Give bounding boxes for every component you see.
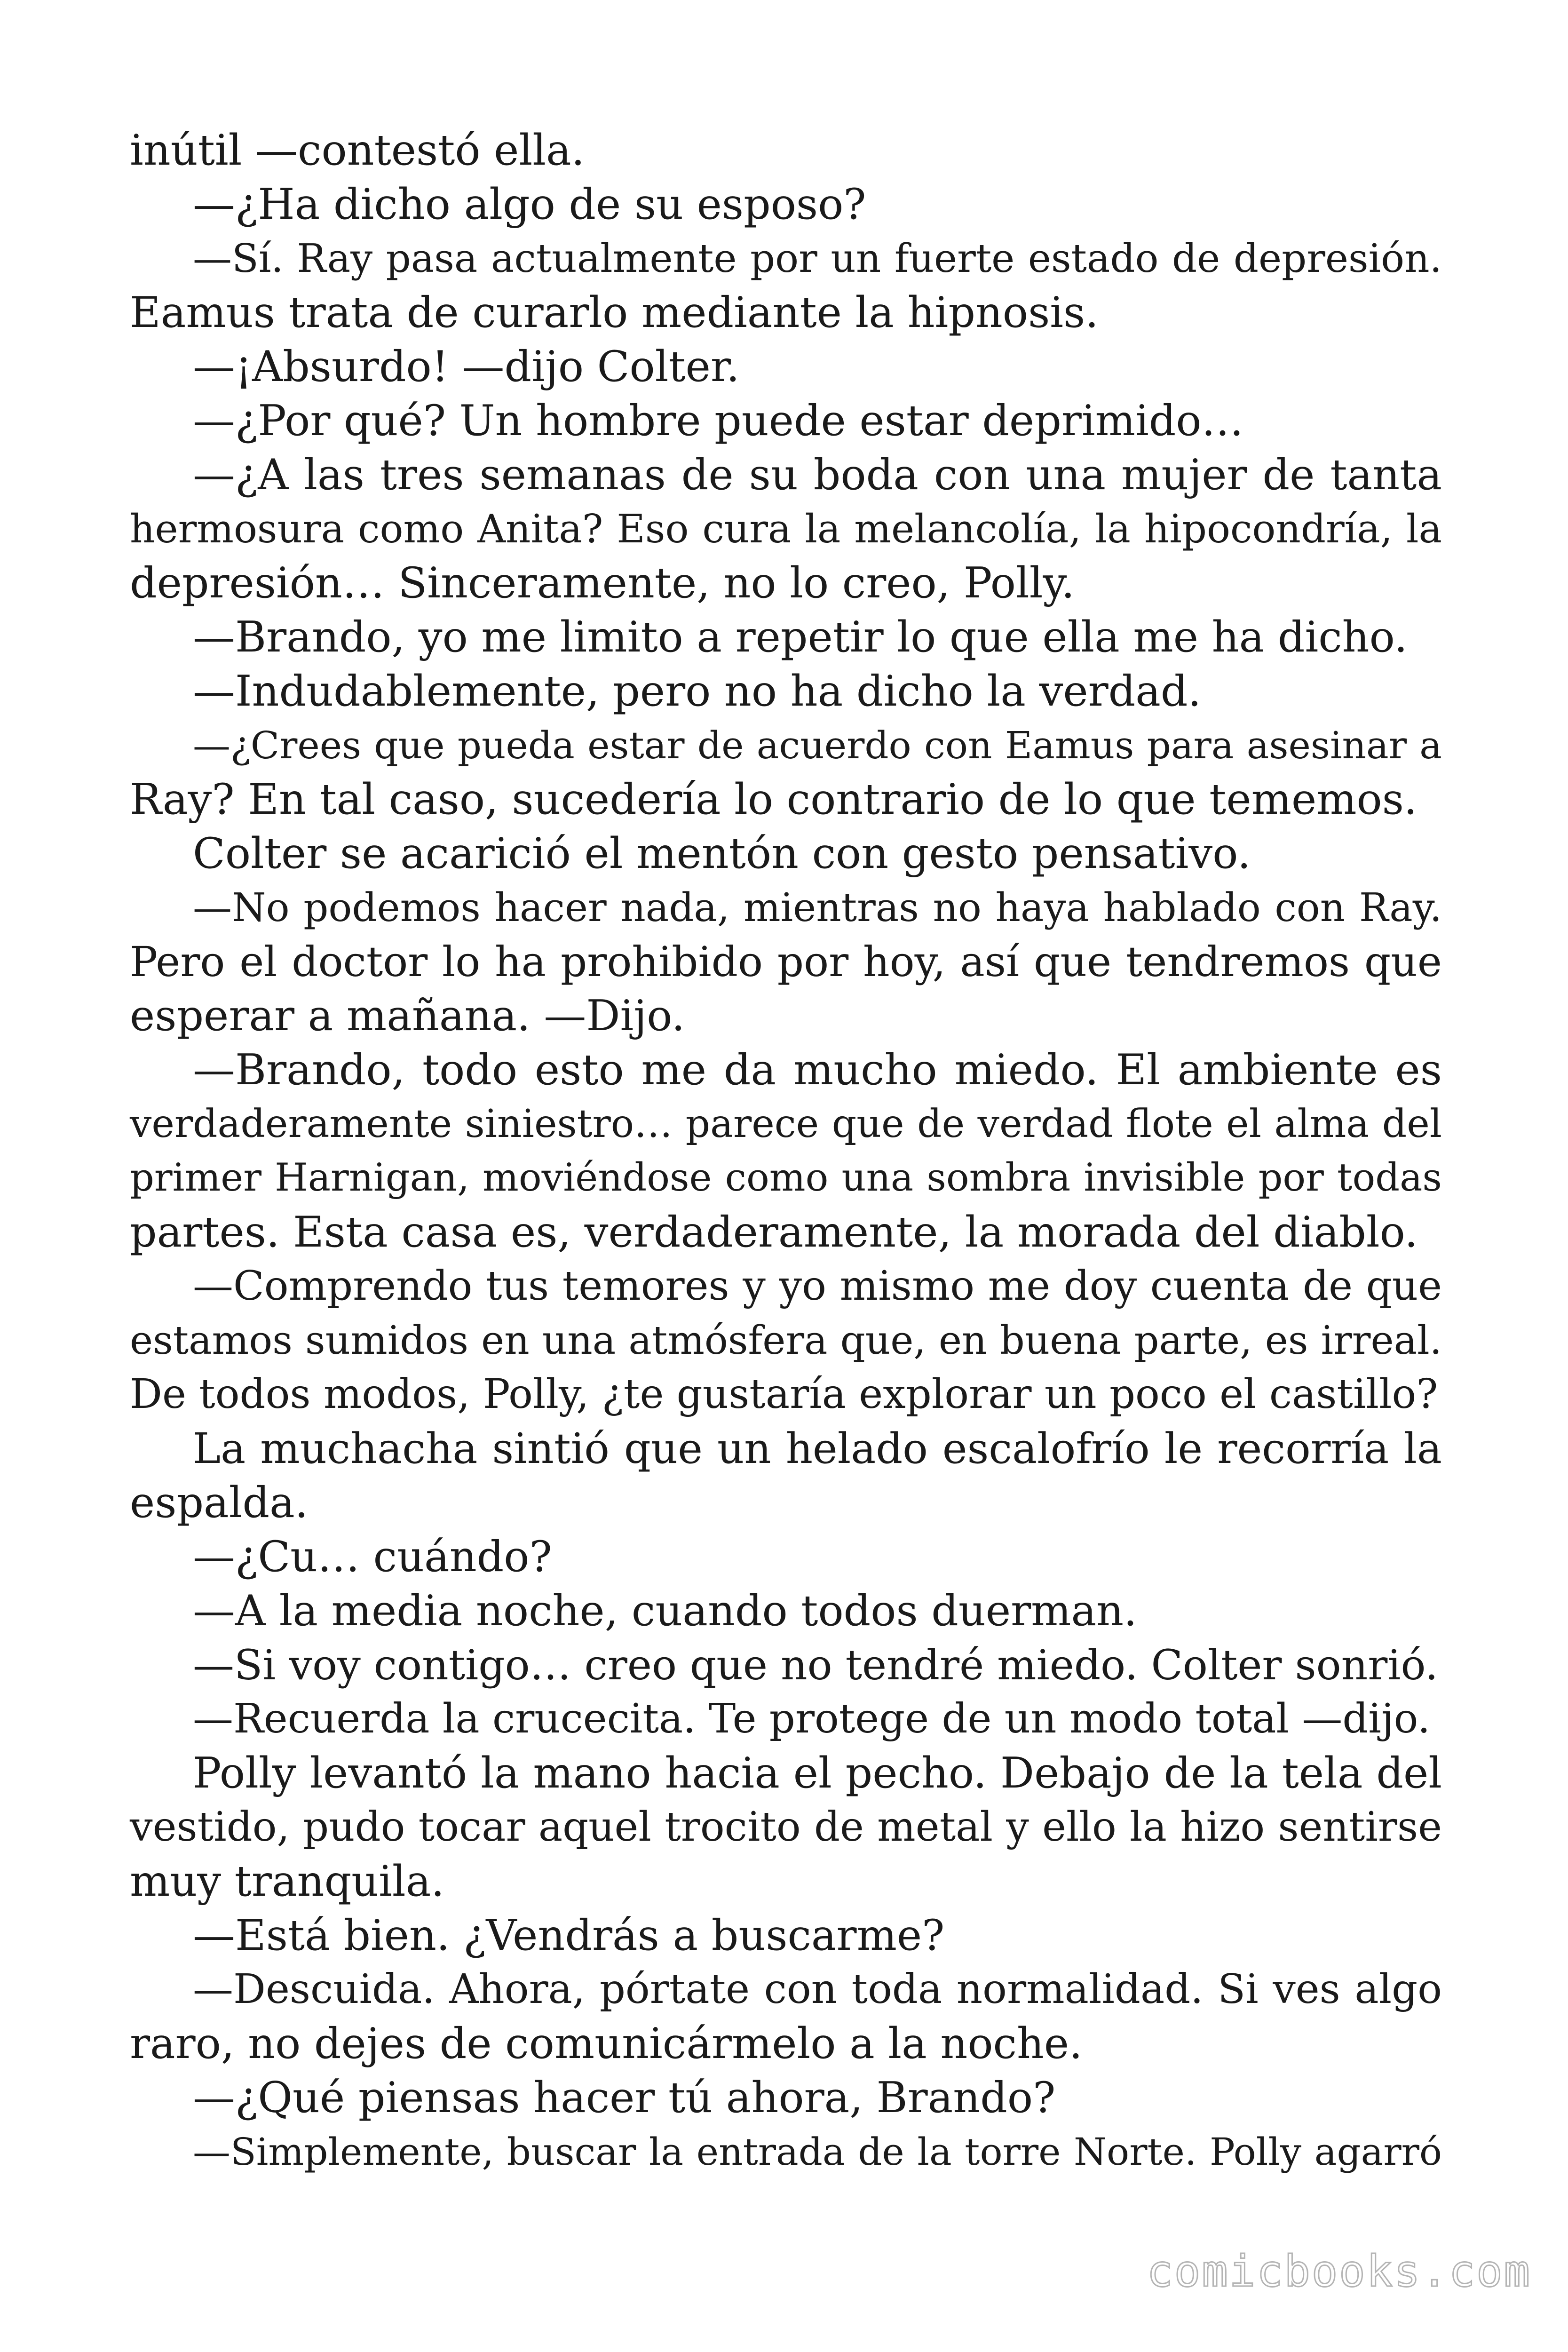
text-line: —¿Crees que pueda estar de acuerdo con Eamus para asesinar a: [193, 723, 1442, 767]
text-line: Pero el doctor lo ha prohibido por hoy, así que tendremos que: [130, 938, 1442, 986]
text-line: —Simplemente, buscar la entrada de la torre Norte. Polly agarró: [193, 2130, 1442, 2174]
text-line: depresión… Sinceramente, no lo creo, Polly.: [130, 558, 1075, 608]
text-line: —A la media noche, cuando todos duerman.: [193, 1586, 1137, 1636]
text-line: —Brando, todo esto me da mucho miedo. El ambiente es: [193, 1045, 1442, 1095]
text-line: —No podemos hacer nada, mientras no haya hablado con Ray.: [193, 885, 1442, 930]
text-line: —Indudablemente, pero no ha dicho la verdad.: [193, 667, 1202, 716]
text-line: —¡Absurdo! —dijo Colter.: [193, 342, 740, 391]
text-line: —Recuerda la crucecita. Te protege de un modo total —dijo.: [193, 1695, 1431, 1742]
text-line: —Descuida. Ahora, pórtate con toda normalidad. Si ves algo: [193, 1966, 1442, 2013]
site-watermark: comicbooks.com: [1147, 2246, 1531, 2296]
text-line: hermosura como Anita? Eso cura la melancolía, la hipocondría, la: [130, 506, 1442, 552]
text-line: muy tranquila.: [130, 1857, 444, 1906]
text-line: estamos sumidos en una atmósfera que, en buena parte, es irreal.: [130, 1318, 1442, 1363]
text-line: La muchacha sintió que un helado escalofrío le recorría la: [193, 1424, 1442, 1473]
text-line: Ray? En tal caso, sucedería lo contrario de lo que tememos.: [130, 775, 1418, 824]
text-line: Polly levantó la mano hacia el pecho. Debajo de la tela del: [193, 1748, 1442, 1798]
text-line: vestido, pudo tocar aquel trocito de metal y ello la hizo sentirse: [130, 1804, 1442, 1851]
text-line: —¿Ha dicho algo de su esposo?: [193, 180, 866, 229]
text-line: raro, no dejes de comunicármelo a la noche.: [130, 2019, 1083, 2068]
text-line: —Comprendo tus temores y yo mismo me doy cuenta de que: [193, 1263, 1442, 1310]
text-line: verdaderamente siniestro… parece que de verdad flote el alma del: [130, 1102, 1442, 1146]
text-line: —¿A las tres semanas de su boda con una mujer de tanta: [193, 450, 1442, 500]
text-line: De todos modos, Polly, ¿te gustaría explorar un poco el castillo?: [130, 1371, 1438, 1418]
text-line: inútil —contestó ella.: [130, 126, 585, 175]
page-body-text: [130, 123, 1442, 2179]
text-line: Colter se acarició el mentón con gesto pensativo.: [193, 829, 1251, 878]
text-line: —¿Cu… cuándo?: [193, 1532, 552, 1581]
text-line: primer Harnigan, moviéndose como una sombra invisible por todas: [130, 1156, 1442, 1200]
text-line: —Brando, yo me limito a repetir lo que ella me ha dicho.: [193, 612, 1408, 662]
text-line: —¿Qué piensas hacer tú ahora, Brando?: [193, 2073, 1056, 2122]
text-line: partes. Esta casa es, verdaderamente, la morada del diablo.: [130, 1208, 1418, 1257]
text-line: —¿Por qué? Un hombre puede estar deprimido…: [193, 396, 1244, 445]
text-line: esperar a mañana. —Dijo.: [130, 991, 685, 1041]
text-line: —Está bien. ¿Vendrás a buscarme?: [193, 1911, 945, 1960]
text-line: —Si voy contigo… creo que no tendré miedo. Colter sonrió.: [193, 1641, 1438, 1689]
text-line: Eamus trata de curarlo mediante la hipnosis.: [130, 288, 1099, 337]
text-line: —Sí. Ray pasa actualmente por un fuerte estado de depresión.: [193, 236, 1442, 281]
text-line: espalda.: [130, 1478, 309, 1527]
